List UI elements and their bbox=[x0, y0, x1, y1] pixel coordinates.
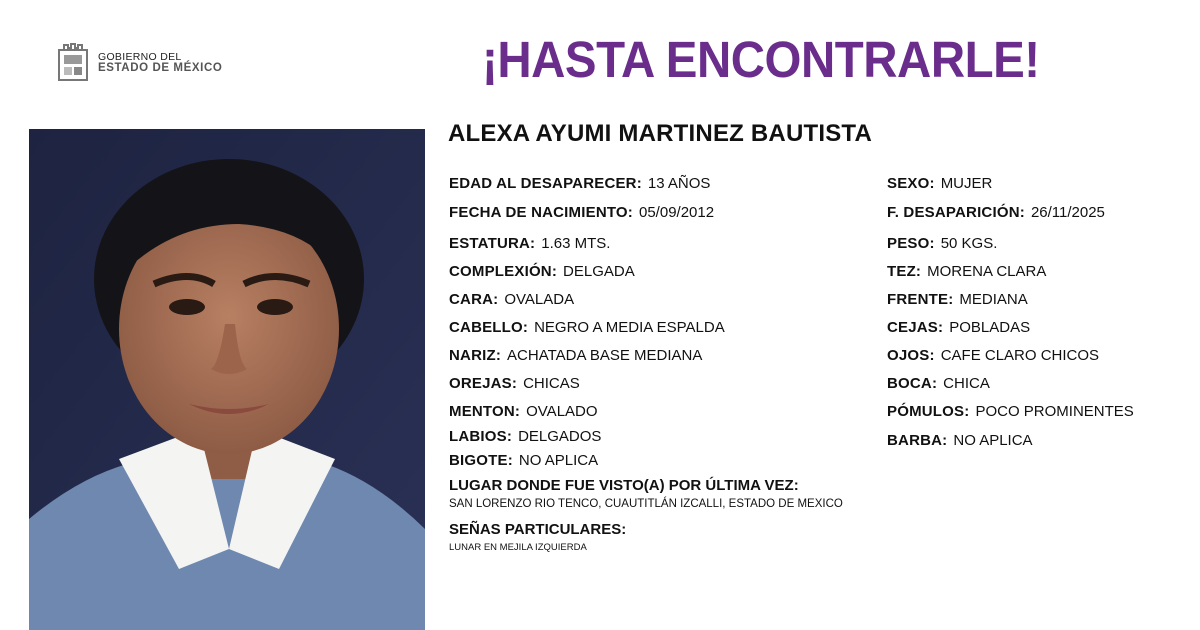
detail-pomulos: PÓMULOS: POCO PROMINENTES bbox=[887, 403, 1134, 420]
detail-tez: TEZ: MORENA CLARA bbox=[887, 263, 1047, 280]
detail-cejas: CEJAS: POBLADAS bbox=[887, 319, 1031, 336]
headline: ¡HASTA ENCONTRARLE! bbox=[482, 31, 1040, 88]
last-seen-value: SAN LORENZO RIO TENCO, CUAUTITLÁN IZCALLI, ESTADO DE MEXICO bbox=[449, 498, 843, 510]
detail-nariz: NARIZ: ACHATADA BASE MEDIANA bbox=[449, 347, 703, 364]
detail-barba: BARBA: NO APLICA bbox=[887, 432, 1033, 449]
missing-person-photo bbox=[29, 129, 425, 630]
detail-orejas: OREJAS: CHICAS bbox=[449, 375, 580, 392]
detail-fecha-desaparicion: F. DESAPARICIÓN: 26/11/2025 bbox=[887, 204, 1105, 221]
detail-boca: BOCA: CHICA bbox=[887, 375, 990, 392]
detail-peso: PESO: 50 KGS. bbox=[887, 235, 998, 252]
detail-sexo: SEXO: MUJER bbox=[887, 175, 993, 192]
detail-menton: MENTON: OVALADO bbox=[449, 403, 598, 420]
government-logo bbox=[56, 42, 222, 84]
detail-fecha-nacimiento: FECHA DE NACIMIENTO: 05/09/2012 bbox=[449, 204, 715, 221]
detail-ojos: OJOS: CAFE CLARO CHICOS bbox=[887, 347, 1100, 364]
detail-frente: FRENTE: MEDIANA bbox=[887, 291, 1028, 308]
logo-line1: GOBIERNO DEL bbox=[98, 51, 182, 63]
distinguishing-marks-label: SEÑAS PARTICULARES: bbox=[449, 521, 627, 538]
last-seen-label: LUGAR DONDE FUE VISTO(A) POR ÚLTIMA VEZ: bbox=[449, 477, 799, 494]
detail-edad: EDAD AL DESAPARECER: 13 AÑOS bbox=[449, 175, 711, 192]
detail-labios: LABIOS: DELGADOS bbox=[449, 428, 602, 445]
detail-cara: CARA: OVALADA bbox=[449, 291, 575, 308]
logo-line2: ESTADO DE MÉXICO bbox=[98, 62, 223, 74]
detail-cabello: CABELLO: NEGRO A MEDIA ESPALDA bbox=[449, 319, 725, 336]
detail-complexion: COMPLEXIÓN: DELGADA bbox=[449, 263, 635, 280]
detail-bigote: BIGOTE: NO APLICA bbox=[449, 452, 599, 469]
detail-estatura: ESTATURA: 1.63 MTS. bbox=[449, 235, 611, 252]
state-seal-icon bbox=[56, 42, 90, 84]
person-name: ALEXA AYUMI MARTINEZ BAUTISTA bbox=[448, 120, 873, 147]
distinguishing-marks-value: LUNAR EN MEJILA IZQUIERDA bbox=[449, 542, 587, 553]
